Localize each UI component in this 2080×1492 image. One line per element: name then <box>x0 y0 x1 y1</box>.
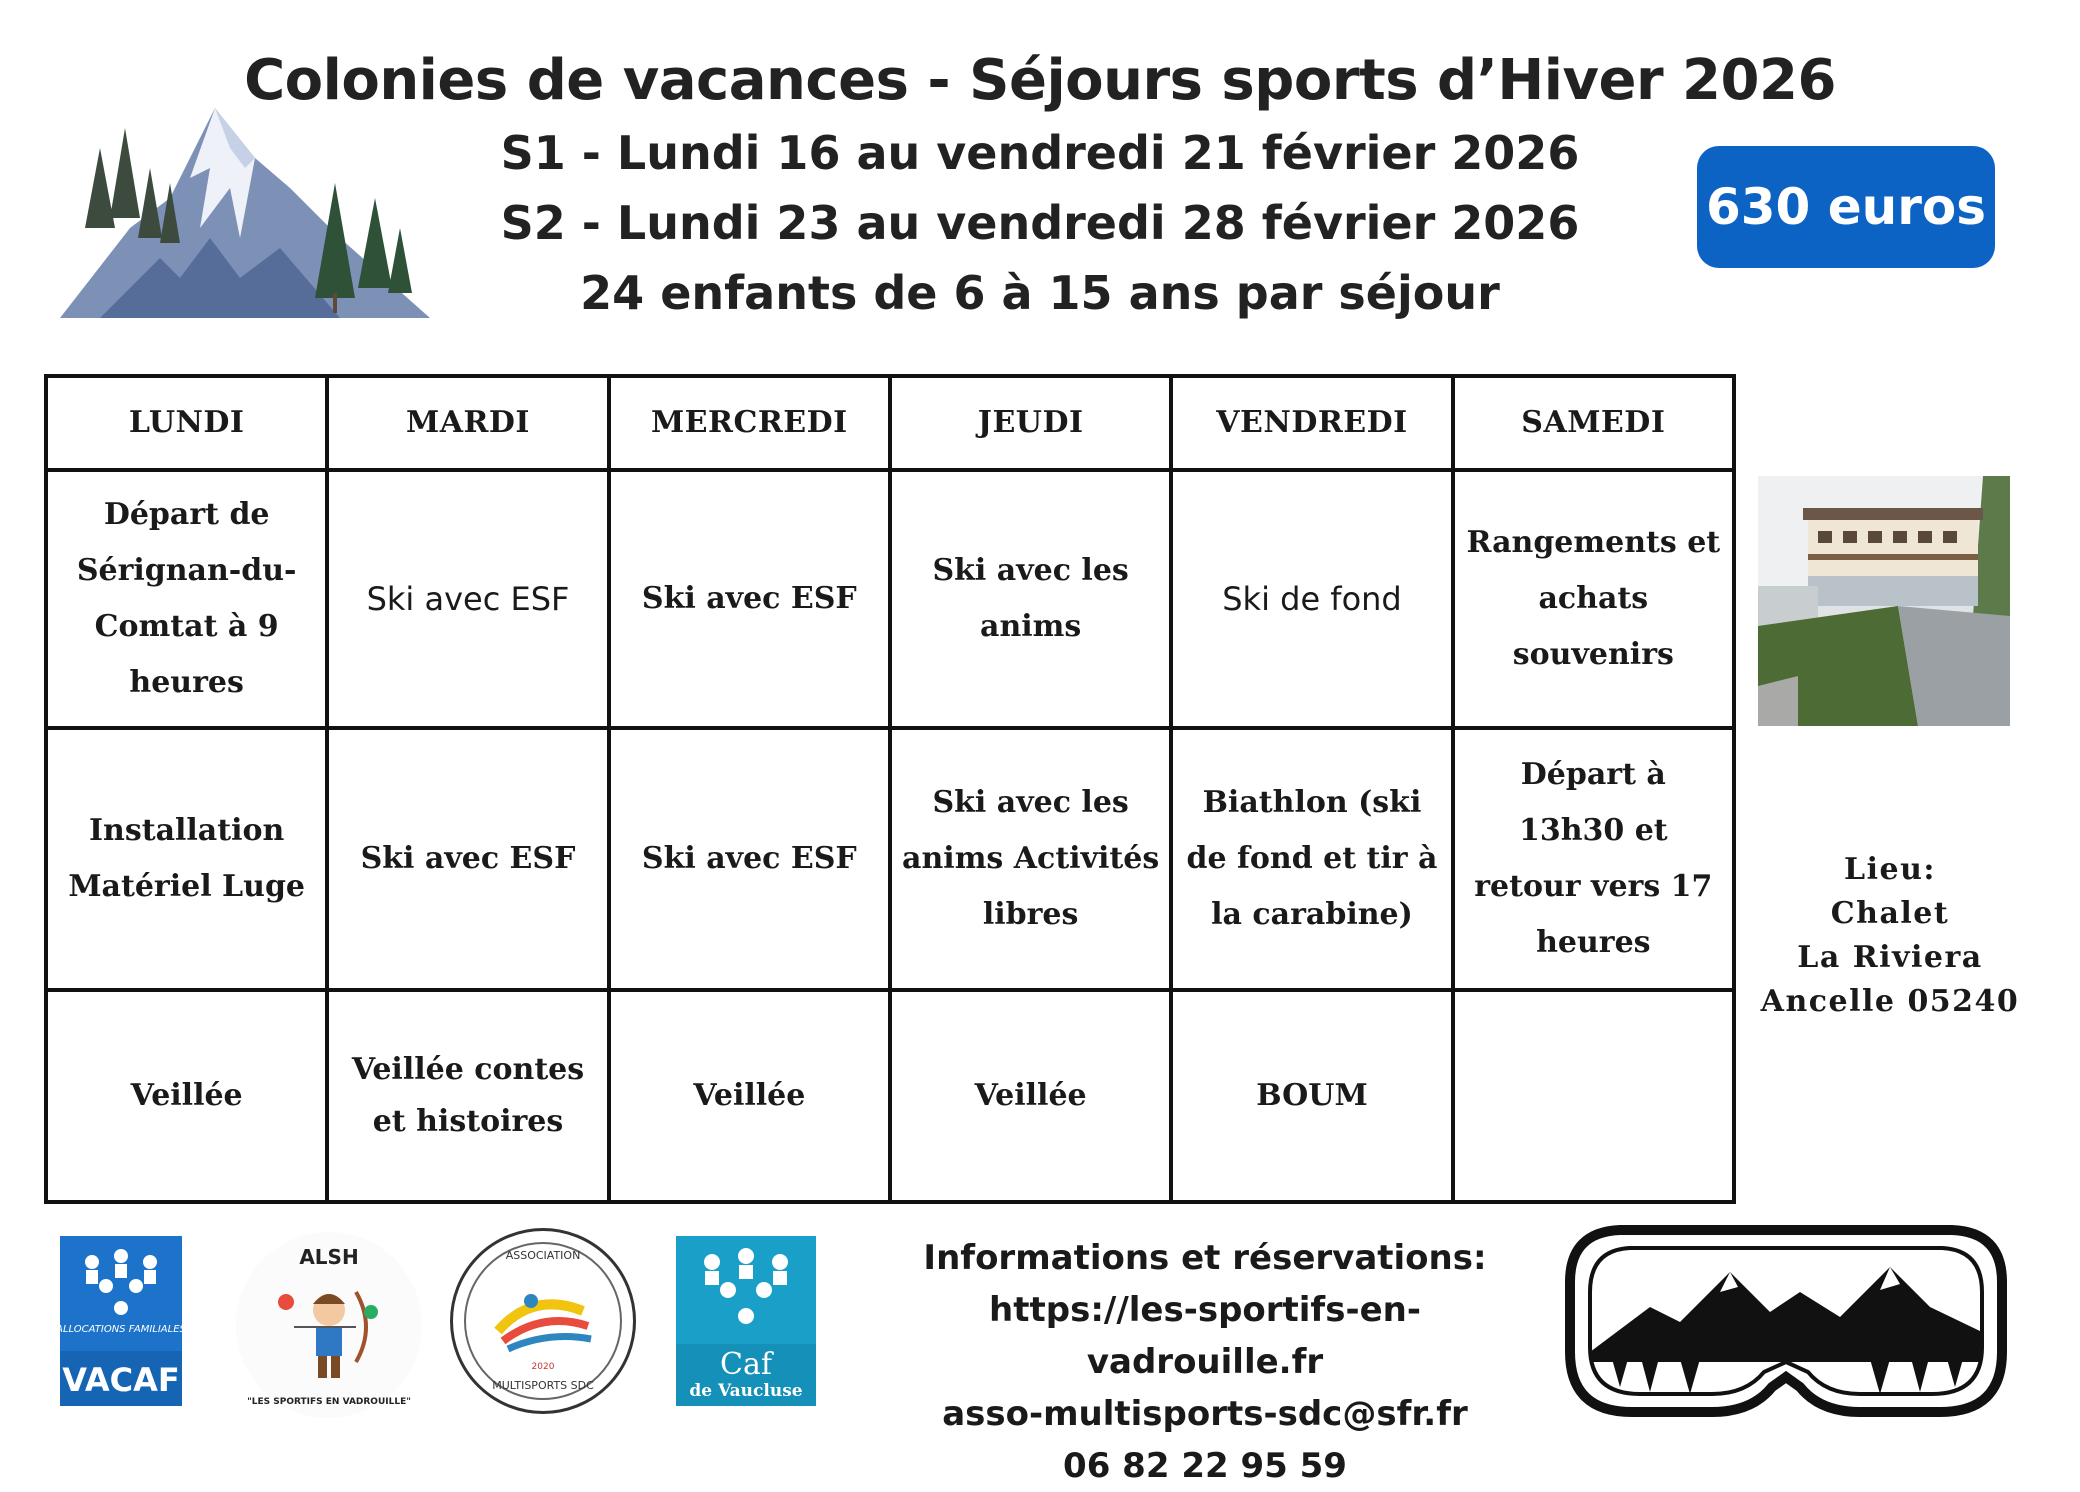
table-row <box>46 728 1734 990</box>
vacaf-name: VACAF <box>62 1361 180 1399</box>
phone-number: 06 82 22 95 59 <box>1063 1446 1347 1486</box>
table-cell: Veillée <box>609 990 890 1202</box>
location-label: Lieu: <box>1844 852 1936 887</box>
day-header: JEUDI <box>890 376 1171 470</box>
table-cell: BOUM <box>1171 990 1452 1202</box>
email-link[interactable]: asso-multisports-sdc@sfr.fr <box>942 1394 1468 1434</box>
association-logo <box>450 1228 636 1414</box>
table-cell <box>1453 990 1734 1202</box>
table-cell: Ski de fond <box>1171 470 1452 728</box>
alsh-logo <box>236 1232 422 1418</box>
location-town: Ancelle 05240 <box>1760 984 2020 1019</box>
location-name: Chalet <box>1830 896 1950 931</box>
table-cell: Rangements et achats souvenirs <box>1453 470 1734 728</box>
day-header: VENDREDI <box>1171 376 1452 470</box>
table-cell: Ski avec ESF <box>609 470 890 728</box>
table-header-row <box>46 376 1734 470</box>
day-header: SAMEDI <box>1453 376 1734 470</box>
table-cell: Veillée <box>46 990 327 1202</box>
alsh-title: ALSH <box>299 1245 359 1269</box>
assoc-top-text: ASSOCIATION <box>505 1249 581 1262</box>
contact-info <box>880 1232 1530 1492</box>
table-cell: Ski avec ESF <box>327 728 608 990</box>
vacaf-logo <box>56 1236 186 1406</box>
price-badge: 630 euros <box>1697 146 1995 268</box>
table-cell: Départ à 13h30 et retour vers 17 heures <box>1453 728 1734 990</box>
assoc-year: 2020 <box>531 1362 555 1372</box>
caf-name: Caf <box>720 1347 772 1382</box>
weekly-schedule-table <box>44 374 1736 1204</box>
table-cell: Veillée contes et histoires <box>327 990 608 1202</box>
alsh-ring-text: "LES SPORTIFS EN VADROUILLE" <box>247 1397 411 1407</box>
session-1-dates: S1 - Lundi 16 au vendredi 21 février 2026 <box>500 126 1580 180</box>
table-cell: Ski avec ESF <box>327 470 608 728</box>
location-place: La Riviera <box>1797 940 1983 975</box>
location-block <box>1740 848 2040 1024</box>
caf-subtitle: de Vaucluse <box>689 1381 803 1401</box>
table-row <box>46 470 1734 728</box>
page-title: Colonies de vacances - Séjours sports d’Hiver 2026 <box>244 48 1836 113</box>
capacity-info: 24 enfants de 6 à 15 ans par séjour <box>580 266 1500 320</box>
table-cell: Ski avec les anims <box>890 470 1171 728</box>
ski-goggles-illustration <box>1560 1212 2012 1426</box>
table-cell: Installation Matériel Luge <box>46 728 327 990</box>
table-row <box>46 990 1734 1202</box>
table-cell: Veillée <box>890 990 1171 1202</box>
info-title: Informations et réservations: <box>923 1238 1487 1278</box>
day-header: MERCREDI <box>609 376 890 470</box>
website-link[interactable]: https://les-sportifs-en-vadrouille.fr <box>989 1290 1421 1382</box>
session-2-dates: S2 - Lundi 23 au vendredi 28 février 2026 <box>500 196 1580 250</box>
assoc-bottom-text: MULTISPORTS SDC <box>492 1379 594 1392</box>
day-header: LUNDI <box>46 376 327 470</box>
table-cell: Ski avec ESF <box>609 728 890 990</box>
caf-vaucluse-logo <box>676 1236 816 1406</box>
chalet-photo <box>1758 476 2010 726</box>
table-cell: Ski avec les anims Activités libres <box>890 728 1171 990</box>
table-cell: Biathlon (ski de fond et tir à la carabine) <box>1171 728 1452 990</box>
table-cell: Départ de Sérignan-du-Comtat à 9 heures <box>46 470 327 728</box>
day-header: MARDI <box>327 376 608 470</box>
vacaf-caption: ALLOCATIONS FAMILIALES <box>56 1324 186 1335</box>
